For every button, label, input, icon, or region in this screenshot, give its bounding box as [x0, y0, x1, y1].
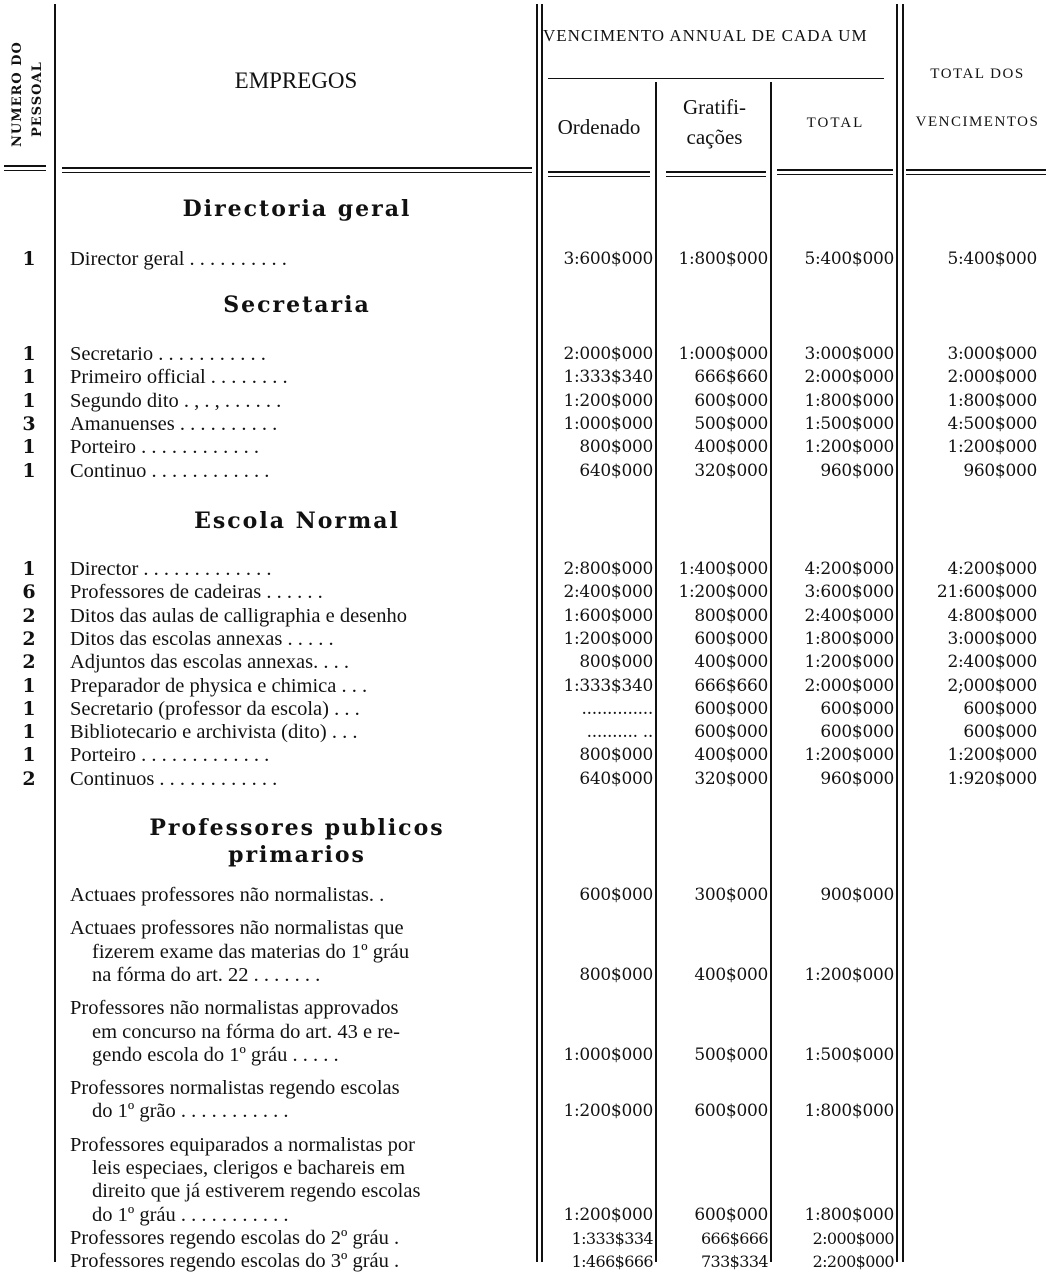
row-line	[0, 941, 1050, 964]
total-value: 960$000	[820, 768, 894, 789]
total-salaries-value: 2:000$000	[947, 367, 1037, 388]
personnel-count: 1	[22, 389, 36, 412]
employment-label: Ditos das aulas de calligraphia e desenho	[70, 604, 407, 627]
row-line	[0, 768, 1050, 791]
total-salaries-value: 1:920$000	[947, 768, 1037, 789]
employment-label: leis especiaes, clerigos e bachareis em	[92, 1157, 406, 1179]
employment-label: Porteiro . . . . . . . . . . . .	[70, 436, 260, 459]
bonus-value: 320$000	[694, 768, 768, 789]
employment-label: Porteiro . . . . . . . . . . . . .	[70, 744, 270, 767]
total-salaries-value: 600$000	[963, 722, 1037, 743]
salary-value: 1:333$334	[571, 1228, 653, 1248]
header-totdos-line1: TOTAL DOS	[930, 66, 1025, 82]
total-salaries-value: 5:400$000	[947, 249, 1037, 269]
total-salaries-value: 2;000$000	[947, 675, 1037, 696]
header-gratificacoes-line1: Gratifi-	[683, 95, 746, 119]
section-title	[62, 292, 532, 319]
row-line	[0, 628, 1050, 651]
total-salaries-value: 4:800$000	[947, 605, 1037, 626]
rule-header-ordenado-a	[548, 171, 650, 173]
total-value: 4:200$000	[804, 559, 894, 579]
total-value: 960$000	[820, 460, 894, 481]
header-numero-line2: PESSOAL	[30, 61, 45, 137]
salary-value: 600$000	[579, 885, 653, 905]
employment-label: do 1º gráu . . . . . . . . . . .	[92, 1203, 289, 1226]
total-value: 1:800$000	[804, 1101, 894, 1122]
row-line	[0, 1134, 1050, 1157]
total-value: 2:000$000	[804, 675, 894, 696]
rule-header-empregos-a	[62, 167, 532, 169]
header-totdos-line2: VENCIMENTOS	[915, 114, 1040, 130]
employment-label: Continuo . . . . . . . . . . . .	[70, 459, 270, 482]
bonus-value: 400$000	[694, 652, 768, 673]
total-salaries-value: 3:000$000	[947, 344, 1037, 364]
row-line	[0, 460, 1050, 483]
personnel-count: 3	[22, 412, 36, 435]
salary-value: 1:600$000	[563, 605, 653, 626]
employment-label: Adjuntos das escolas annexas. . . .	[70, 651, 349, 674]
employment-label: Director . . . . . . . . . . . . .	[70, 558, 272, 580]
total-salaries-value: 600$000	[963, 698, 1037, 719]
salary-value: 1:200$000	[563, 1101, 653, 1122]
rule-header-total-a	[777, 169, 893, 171]
row-line	[0, 366, 1050, 389]
row-line	[0, 744, 1050, 767]
bonus-value: 500$000	[694, 1044, 768, 1065]
employment-label: Director geral . . . . . . . . . .	[70, 248, 287, 270]
employment-label: Professores regendo escolas do 3º gráu .	[70, 1250, 400, 1273]
rule-header-empregos-b	[62, 172, 532, 173]
personnel-count: 2	[22, 627, 36, 650]
bonus-value: 600$000	[694, 628, 768, 649]
total-value: 1:800$000	[804, 1204, 894, 1225]
rule-header-totdos-b	[906, 174, 1046, 175]
bonus-value: 600$000	[694, 698, 768, 719]
row-line	[0, 721, 1050, 744]
rule-header-grat-a	[666, 171, 766, 173]
total-value: 1:500$000	[804, 1044, 894, 1065]
row-line	[0, 605, 1050, 628]
total-salaries-value: 960$000	[963, 460, 1037, 481]
row-line	[0, 413, 1050, 436]
row-line	[0, 581, 1050, 604]
bonus-value: 733$334	[700, 1252, 768, 1272]
employment-label: Ditos das escolas annexas . . . . .	[70, 627, 334, 650]
total-salaries-value: 1:800$000	[947, 390, 1037, 411]
header-vencimento-annual: VENCIMENTO ANNUAL DE CADA UM	[543, 26, 868, 45]
row-line	[0, 917, 1050, 940]
personnel-count: 1	[22, 366, 36, 389]
row-line	[0, 390, 1050, 413]
salary-value: 1:200$000	[563, 390, 653, 411]
header-ordenado: Ordenado	[557, 115, 641, 139]
bonus-value: 600$000	[694, 1204, 768, 1225]
salary-value: 1:333$340	[563, 675, 653, 696]
salary-value: 1:000$000	[563, 413, 653, 434]
section-title-line: Professores publicos	[149, 815, 445, 841]
total-value: 2:000$000	[804, 367, 894, 388]
row-line	[0, 1100, 1050, 1123]
salary-value: 1:333$340	[563, 367, 653, 388]
total-value: 600$000	[820, 722, 894, 743]
section-title-line: Escola Normal	[194, 508, 400, 534]
total-salaries-value: 4:200$000	[947, 559, 1037, 579]
row-line	[0, 884, 1050, 907]
header-total: TOTAL	[806, 115, 865, 131]
section-title-line: Directoria geral	[182, 196, 412, 222]
section-title	[62, 196, 532, 223]
total-value: 1:200$000	[804, 652, 894, 673]
personnel-count: 1	[22, 744, 36, 767]
total-value: 1:800$000	[804, 628, 894, 649]
bonus-value: 800$000	[694, 605, 768, 626]
rule-under-vencimento	[548, 78, 884, 79]
bonus-value: 500$000	[694, 413, 768, 434]
bonus-value: 400$000	[694, 964, 768, 985]
bonus-value: 400$000	[694, 437, 768, 458]
section-title	[62, 815, 532, 869]
total-value: 5:400$000	[804, 249, 894, 269]
employment-label: Professores não normalistas approvados	[70, 997, 399, 1020]
total-value: 1:800$000	[804, 390, 894, 411]
bonus-value: 320$000	[694, 460, 768, 481]
salary-value: 1:466$666	[571, 1252, 653, 1272]
total-salaries-value: 4:500$000	[947, 413, 1037, 434]
employment-label: gendo escola do 1º gráu . . . . .	[92, 1043, 339, 1066]
salary-value: 3:600$000	[563, 249, 653, 269]
bonus-value: 1:200$000	[678, 582, 768, 603]
total-value: 1:200$000	[804, 745, 894, 766]
employment-label: Actuaes professores não normalistas que	[70, 917, 404, 940]
header-empregos: EMPREGOS	[234, 68, 358, 93]
row-line	[0, 1204, 1050, 1227]
bonus-value: 600$000	[694, 722, 768, 743]
employment-label: Professores normalistas regendo escolas	[70, 1077, 400, 1100]
employment-label: Secretario . . . . . . . . . . .	[70, 343, 266, 365]
total-salaries-value: 3:000$000	[947, 628, 1037, 649]
bonus-value: 600$000	[694, 390, 768, 411]
salary-value: 800$000	[579, 745, 653, 766]
row-line	[0, 675, 1050, 698]
employment-label: Actuaes professores não normalistas. .	[70, 884, 385, 906]
total-salaries-value: 1:200$000	[947, 437, 1037, 458]
salary-value: ..............	[581, 698, 653, 719]
personnel-count: 1	[22, 558, 36, 580]
total-value: 2:000$000	[812, 1228, 894, 1248]
salary-value: 1:200$000	[563, 1204, 653, 1225]
employment-label: Bibliotecario e archivista (dito) . . .	[70, 721, 358, 744]
row-line	[0, 248, 1050, 271]
personnel-count: 2	[22, 651, 36, 674]
row-line	[0, 1021, 1050, 1044]
personnel-count: 1	[22, 343, 36, 365]
bonus-value: 1:400$000	[678, 559, 768, 579]
section-title-line: primarios	[228, 842, 366, 868]
employment-label: Secretario (professor da escola) . . .	[70, 697, 360, 720]
row-line	[0, 1180, 1050, 1203]
rule-header-total-b	[777, 174, 893, 175]
total-value: 3:000$000	[804, 344, 894, 364]
row-line	[0, 964, 1050, 987]
personnel-count: 1	[22, 721, 36, 744]
employment-label: Professores equiparados a normalistas por	[70, 1133, 415, 1156]
section-title-line: Secretaria	[223, 292, 371, 318]
salary-value: 800$000	[579, 652, 653, 673]
personnel-count: 1	[22, 674, 36, 697]
personnel-count: 2	[22, 604, 36, 627]
salary-value: 1:200$000	[563, 628, 653, 649]
header-gratificacoes-line2: cações	[686, 125, 743, 149]
total-value: 1:500$000	[804, 413, 894, 434]
employment-label: Professores de cadeiras . . . . . .	[70, 581, 323, 604]
salary-value: 1:000$000	[563, 1044, 653, 1065]
bonus-value: 600$000	[694, 1101, 768, 1122]
rule-header-numero-a	[4, 165, 46, 167]
rule-header-totdos-a	[906, 169, 1046, 171]
salary-value: 640$000	[579, 460, 653, 481]
row-line	[0, 1157, 1050, 1180]
personnel-count: 2	[22, 767, 36, 790]
row-line	[0, 436, 1050, 459]
bonus-value: 666$660	[694, 675, 768, 696]
bonus-value: 300$000	[694, 885, 768, 905]
rule-header-numero-b	[4, 170, 46, 171]
row-line	[0, 558, 1050, 581]
rule-header-ordenado-b	[548, 176, 650, 177]
row-line	[0, 698, 1050, 721]
header-numero-do-pessoal	[6, 12, 58, 147]
personnel-count: 1	[22, 697, 36, 720]
employment-label: Segundo dito . , . , . . . . . .	[70, 389, 282, 412]
total-salaries-value: 2:400$000	[947, 652, 1037, 673]
header-numero-line1: NUMERO DO	[10, 41, 25, 147]
total-salaries-value: 1:200$000	[947, 745, 1037, 766]
bonus-value: 1:000$000	[678, 344, 768, 364]
salary-value: .......... ..	[586, 722, 653, 743]
rule-header-grat-b	[666, 176, 766, 177]
total-value: 2:200$000	[812, 1252, 894, 1272]
personnel-count: 1	[22, 436, 36, 459]
row-line	[0, 997, 1050, 1020]
employment-label: Continuos . . . . . . . . . . . .	[70, 767, 278, 790]
total-value: 2:400$000	[804, 605, 894, 626]
salary-value: 2:000$000	[563, 344, 653, 364]
salary-value: 800$000	[579, 437, 653, 458]
employment-label: Amanuenses . . . . . . . . . .	[70, 412, 278, 435]
row-line	[0, 1044, 1050, 1067]
employment-label: fizerem exame das materias do 1º gráu	[92, 940, 410, 963]
row-line	[0, 343, 1050, 366]
employment-label: do 1º grão . . . . . . . . . . .	[92, 1100, 289, 1123]
total-value: 3:600$000	[804, 582, 894, 603]
salary-value: 2:800$000	[563, 559, 653, 579]
employment-label: Professores regendo escolas do 2º gráu .	[70, 1226, 400, 1249]
employment-label: em concurso na fórma do art. 43 e re-	[92, 1020, 400, 1043]
salary-value: 640$000	[579, 768, 653, 789]
header-total-dos-vencimentos	[905, 50, 1050, 146]
bonus-value: 1:800$000	[678, 249, 768, 269]
total-salaries-value: 21:600$000	[936, 582, 1037, 603]
personnel-count: 6	[22, 581, 36, 604]
employment-label: Preparador de physica e chimica . . .	[70, 674, 368, 697]
row-line	[0, 1077, 1050, 1100]
header-gratificacoes	[658, 92, 771, 152]
salary-value: 2:400$000	[563, 582, 653, 603]
salary-value: 800$000	[579, 964, 653, 985]
row-line	[0, 1227, 1050, 1250]
total-value: 1:200$000	[804, 964, 894, 985]
personnel-count: 1	[22, 248, 36, 270]
bonus-value: 666$660	[694, 367, 768, 388]
section-title	[62, 508, 532, 535]
row-line	[0, 651, 1050, 674]
total-value: 1:200$000	[804, 437, 894, 458]
employment-label: direito que já estiverem regendo escolas	[92, 1180, 421, 1203]
total-value: 600$000	[820, 698, 894, 719]
total-value: 900$000	[820, 885, 894, 905]
employment-label: Primeiro official . . . . . . . .	[70, 366, 288, 389]
bonus-value: 400$000	[694, 745, 768, 766]
bonus-value: 666$666	[700, 1228, 768, 1248]
employment-label: na fórma do art. 22 . . . . . . .	[92, 963, 321, 986]
personnel-count: 1	[22, 459, 36, 482]
